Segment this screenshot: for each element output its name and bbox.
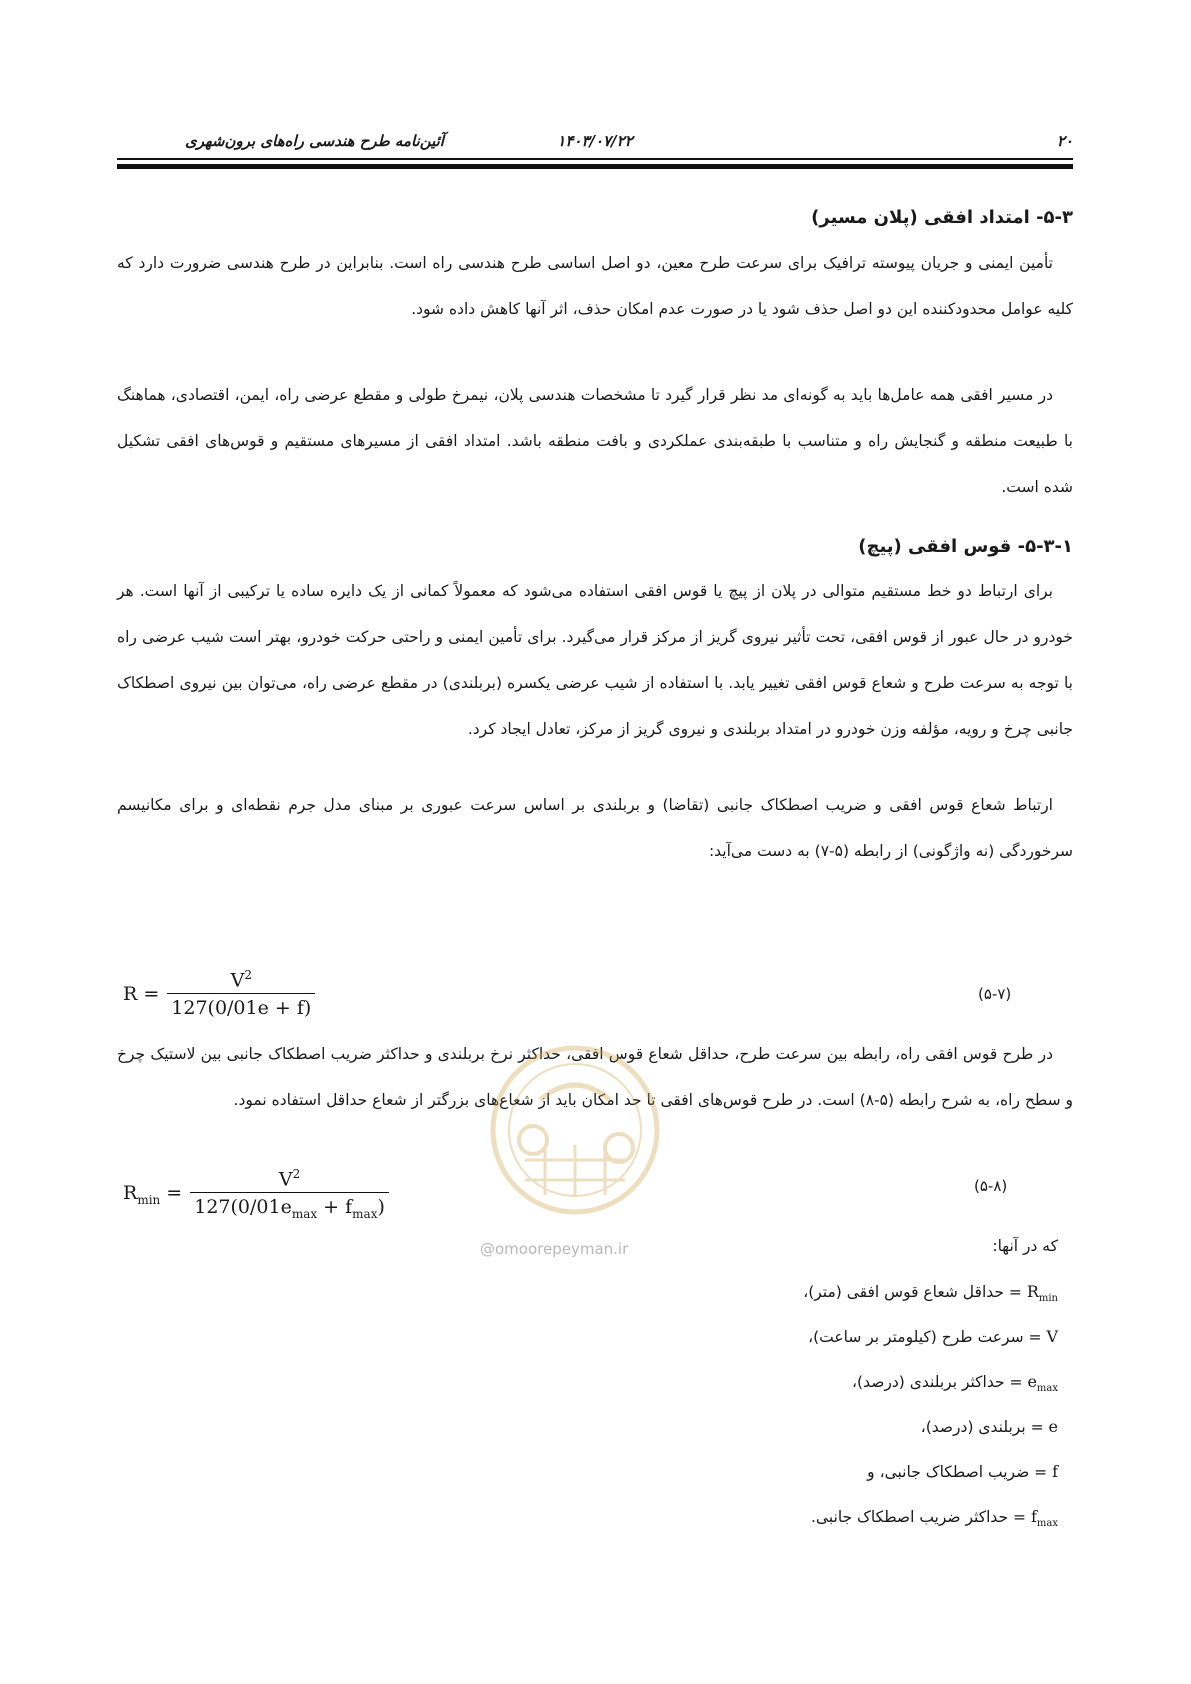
header-title: آئین‌نامه طرح هندسی راه‌های برون‌شهری [185, 132, 444, 150]
header-date: ۱۴۰۳/۰۷/۲۲ [557, 132, 633, 150]
definition-symbol [1049, 1417, 1058, 1436]
subsection-paragraph-1-text: برای ارتباط دو خط مستقیم متوالی در پلان از پیچ یا قوس افقی استفاده می‌شود که معمولاً کمانی از یک دایره ساده یا ترکیبی از آنها است. هر خودرو در حال عبور از قوس افقی، تحت تأثیر نیروی گریز از مرکز قرار می‌گیرد. برای تأمین ایمنی و راحتی حرکت خودرو، بهتر است شیب عرضی راه با توجه به سرعت طرح و شعاع قوس افقی تغییر یابد. با استفاده از شیب عرضی یکسره (بربلندی) در مقطع عرضی راه، می‌توان بین نیروی اصطکاک جانبی چرخ و رویه، مؤلفه وزن خودرو در امتداد بربلندی و نیروی گریز از مرکز، تعادل ایجاد کرد. [117, 582, 1073, 738]
section-paragraph-2-text: در مسیر افقی همه عامل‌ها باید به گونه‌ای مد نظر قرار گیرد تا مشخصات هندسی پلان، نیمرخ طولی و مقطع عرضی راه، ایمن، اقتصادی، هماهنگ با طبیعت منطقه و گنجایش راه و متناسب با طبقه‌بندی عملکردی و بافت منطقه باشد. امتداد افقی از مسیرهای مستقیم و قوس‌های افقی تشکیل شده است. [117, 386, 1073, 496]
header-rule-thin [117, 158, 1073, 160]
definition-symbol-base: e [1027, 1372, 1037, 1391]
definition-item [558, 1494, 1058, 1539]
watermark-text: @omoorepeyman.ir [480, 1240, 629, 1258]
equation-5-8-lhs [123, 1182, 182, 1207]
definition-symbol-sub: max [1036, 1518, 1058, 1530]
equation-5-8-den-part-a: 127(0/01e [194, 1196, 292, 1219]
equation-5-8-den-sub-b: max [352, 1207, 378, 1222]
definition-text: = بربلندی (درصد)، [920, 1418, 1044, 1436]
equation-5-7-num-base: V [230, 969, 245, 992]
equation-5-8-number: (۵-۸) [974, 1177, 1008, 1195]
definition-symbol [1046, 1327, 1058, 1346]
definition-symbol [1030, 1507, 1058, 1530]
equation-5-8-den-part-b: + f [317, 1196, 353, 1219]
definition-symbol-base: V [1046, 1327, 1058, 1346]
section-paragraph-2 [117, 372, 1073, 510]
definition-text: = حداکثر ضریب اصطکاک جانبی. [810, 1508, 1027, 1526]
equation-5-8-den-sub-a: max [291, 1207, 318, 1222]
subsection-heading: ۵-۳-۱- قوس افقی (پیچ) [858, 536, 1073, 557]
section-paragraph-1 [117, 240, 1073, 332]
equation-5-7-numerator [225, 968, 258, 993]
equation-5-8-fraction [190, 1167, 389, 1221]
equation-5-7-num-exponent: 2 [244, 968, 252, 982]
definition-symbol [1027, 1372, 1058, 1395]
section-heading: ۵-۳- امتداد افقی (پلان مسیر) [811, 207, 1073, 228]
subsection-paragraph-1 [117, 568, 1073, 752]
definition-item [558, 1314, 1058, 1359]
header-rule-thick [117, 164, 1073, 169]
definition-symbol [1052, 1462, 1058, 1481]
equation-5-8-lhs-sub: min [137, 1192, 161, 1207]
definition-symbol-base: f [1030, 1507, 1037, 1526]
watermark-seal [485, 1040, 665, 1220]
definition-symbol-sub: min [1038, 1293, 1058, 1305]
definition-item [558, 1404, 1058, 1449]
definition-item [558, 1449, 1058, 1494]
equation-5-7 [123, 968, 315, 1019]
equation-5-8-den-part-c: ) [377, 1196, 385, 1219]
definitions-intro: که در آنها: [992, 1237, 1058, 1255]
definition-symbol-base: R [1026, 1282, 1039, 1301]
subsection-paragraph-3-text: در طرح قوس افقی راه، رابطه بین سرعت طرح، حداقل شعاع قوس افقی، حداکثر نرخ بربلندی و حداکثر ضریب اصطکاک جانبی بین لاستیک چرخ و سطح راه، به شرح رابطه (۵-۸) است. در طرح قوس‌های افقی تا حد امکان باید از شعاع‌های بزرگتر از شعاع حداقل استفاده نمود. [117, 1045, 1073, 1109]
definition-text: = ضریب اصطکاک جانبی، و [867, 1463, 1048, 1481]
page-number: ۲۰ [1056, 132, 1073, 150]
equation-5-7-number: (۵-۷) [978, 985, 1012, 1003]
definition-symbol-base: e [1048, 1417, 1058, 1436]
definition-item [558, 1359, 1058, 1404]
equation-5-8-denominator [190, 1192, 389, 1221]
definition-symbol [1026, 1282, 1058, 1305]
equation-5-7-lhs: R = [123, 982, 160, 1005]
page-header [117, 128, 1073, 156]
subsection-paragraph-2 [117, 782, 1073, 874]
subsection-paragraph-2-text: ارتباط شعاع قوس افقی و ضریب اصطکاک جانبی (تقاضا) و بربلندی بر اساس سرعت عبوری بر مبنای مدل جرم نقطه‌ای و برای مکانیسم سرخوردگی (نه واژگونی) از رابطه (۵-۷) به دست می‌آید: [117, 796, 1073, 860]
definition-item [558, 1269, 1058, 1314]
definition-symbol-base: f [1052, 1462, 1058, 1481]
equation-5-8-equals: = [160, 1181, 183, 1204]
section-paragraph-1-text: تأمین ایمنی و جریان پیوسته ترافیک برای سرعت طرح معین، دو اصل اساسی طرح هندسی راه است. بنابراین در طرح هندسی ضرورت دارد که کلیه عوامل محدودکننده این دو اصل حذف شود یا در صورت عدم امکان حذف، اثر آنها کاهش داده شود. [117, 254, 1073, 318]
equation-5-8-lhs-base: R [123, 1181, 138, 1204]
equation-5-7-denominator: 127(0/01e + f) [167, 993, 315, 1019]
definition-symbol-sub: max [1036, 1383, 1058, 1395]
definition-text: = سرعت طرح (کیلومتر بر ساعت)، [808, 1328, 1042, 1346]
definition-text: = حداقل شعاع قوس افقی (متر)، [803, 1283, 1022, 1301]
equation-5-8 [123, 1167, 389, 1221]
equation-5-8-num-exponent: 2 [292, 1167, 301, 1181]
equation-5-8-numerator [273, 1167, 306, 1192]
equation-5-7-fraction [167, 968, 315, 1019]
definition-text: = حداکثر بربلندی (درصد)، [852, 1373, 1023, 1391]
definitions-list [558, 1224, 1058, 1539]
equation-5-8-num-base: V [278, 1168, 293, 1191]
